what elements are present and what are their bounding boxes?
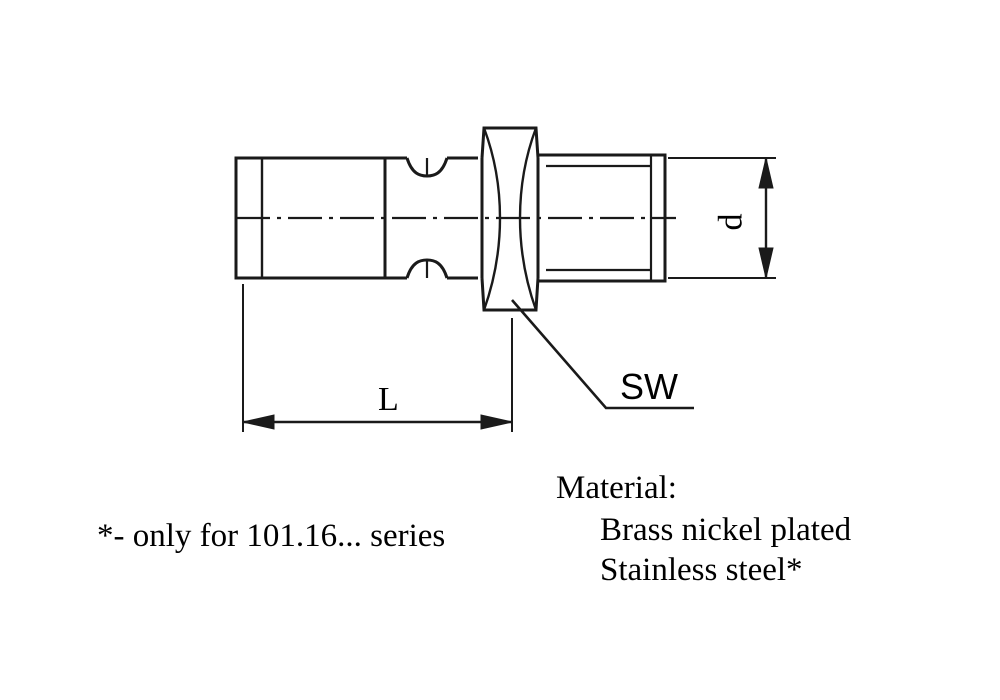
diameter-dimension-label: d — [712, 213, 750, 231]
sw-dimension-label: SW — [620, 366, 678, 407]
length-dimension-label: L — [378, 381, 399, 418]
material-title: Material: — [556, 470, 677, 506]
material-option-1: Brass nickel plated — [600, 512, 852, 548]
material-option-2: Stainless steel* — [600, 552, 803, 588]
series-footnote: *- only for 101.16... series — [97, 518, 446, 554]
